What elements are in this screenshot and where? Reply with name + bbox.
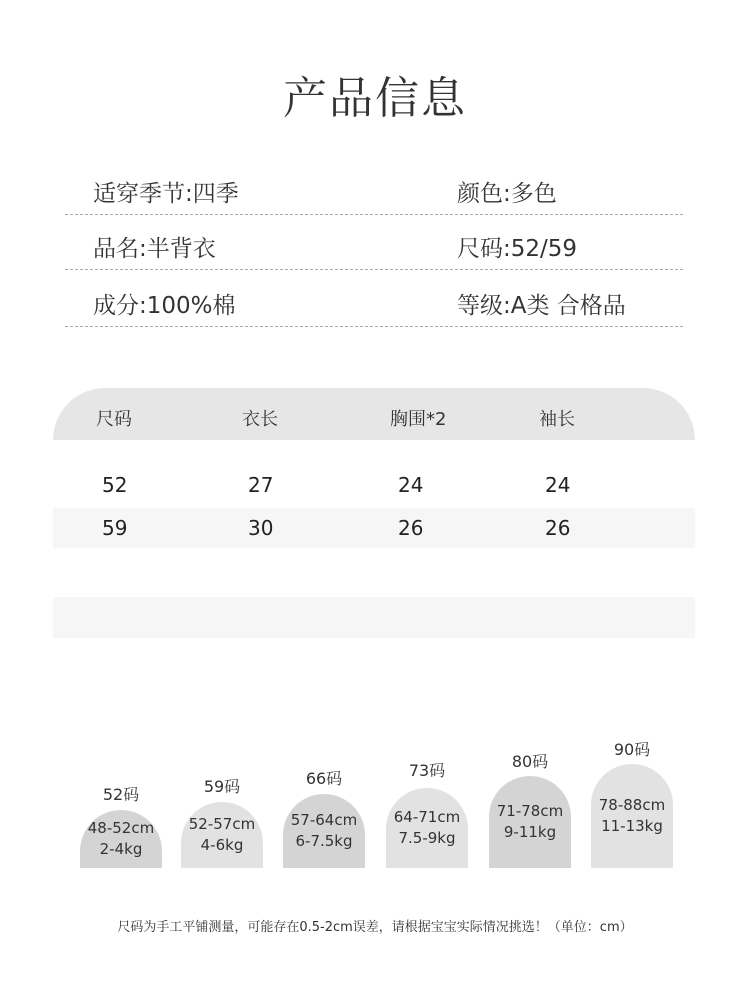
size-guide-73 <box>386 758 468 868</box>
size-label: 80码 <box>511 752 549 771</box>
info-product-name: 品名:半背衣 <box>93 236 216 262</box>
cell-length: 30 <box>248 516 274 540</box>
cell-sleeve: 26 <box>545 516 571 540</box>
empty-table-band <box>53 597 695 638</box>
page-title: 产品信息 <box>283 73 467 124</box>
size-label: 59码 <box>203 777 241 796</box>
size-height-range: 52-57cm <box>188 815 256 833</box>
size-guide-90 <box>591 737 673 868</box>
size-height-range: 71-78cm <box>496 802 564 820</box>
size-weight-range: 4-6kg <box>200 836 244 854</box>
info-size: 尺码:52/59 <box>457 236 578 262</box>
size-weight-range: 9-11kg <box>503 823 557 841</box>
header-length: 衣长 <box>242 409 278 430</box>
size-height-range: 64-71cm <box>393 808 461 826</box>
size-shape <box>181 802 263 868</box>
size-weight-range: 6-7.5kg <box>295 832 353 850</box>
size-label: 90码 <box>613 740 651 759</box>
info-season: 适穿季节:四季 <box>93 181 239 207</box>
info-row-season <box>65 170 683 215</box>
size-guide-66 <box>283 766 365 868</box>
size-shape <box>80 810 162 868</box>
table-row <box>53 465 695 505</box>
info-color: 颜色:多色 <box>457 181 557 207</box>
size-shape <box>283 794 365 868</box>
cell-chest: 24 <box>398 473 424 497</box>
header-chest: 胸围*2 <box>390 409 447 430</box>
size-shape <box>489 776 571 868</box>
info-row-material <box>65 282 683 327</box>
size-label: 73码 <box>408 761 446 780</box>
cell-chest: 26 <box>398 516 424 540</box>
table-row <box>53 508 695 548</box>
size-guide-52 <box>80 782 162 868</box>
size-height-range: 57-64cm <box>290 811 358 829</box>
size-label: 66码 <box>305 769 343 788</box>
size-guide-59 <box>181 774 263 868</box>
size-weight-range: 11-13kg <box>601 817 663 835</box>
measurement-note: 尺码为手工平铺测量，可能存在0.5-2cm误差，请根据宝宝实际情况挑选！（单位：cm） <box>117 920 633 935</box>
info-grade: 等级:A类 合格品 <box>457 293 626 319</box>
size-shape <box>386 788 468 868</box>
cell-length: 27 <box>248 473 274 497</box>
size-weight-range: 7.5-9kg <box>398 829 456 847</box>
header-sleeve: 袖长 <box>539 409 575 430</box>
size-guide-80 <box>489 749 571 868</box>
cell-size: 59 <box>102 516 128 540</box>
size-height-range: 78-88cm <box>598 796 666 814</box>
cell-size: 52 <box>102 473 128 497</box>
size-weight-range: 2-4kg <box>99 840 143 858</box>
size-label: 52码 <box>102 785 140 804</box>
header-size: 尺码 <box>96 409 132 430</box>
cell-sleeve: 24 <box>545 473 571 497</box>
info-row-name <box>65 225 683 270</box>
size-table-header <box>53 388 695 440</box>
size-shape <box>591 764 673 868</box>
info-material: 成分:100%棉 <box>93 293 236 319</box>
size-height-range: 48-52cm <box>87 819 155 837</box>
